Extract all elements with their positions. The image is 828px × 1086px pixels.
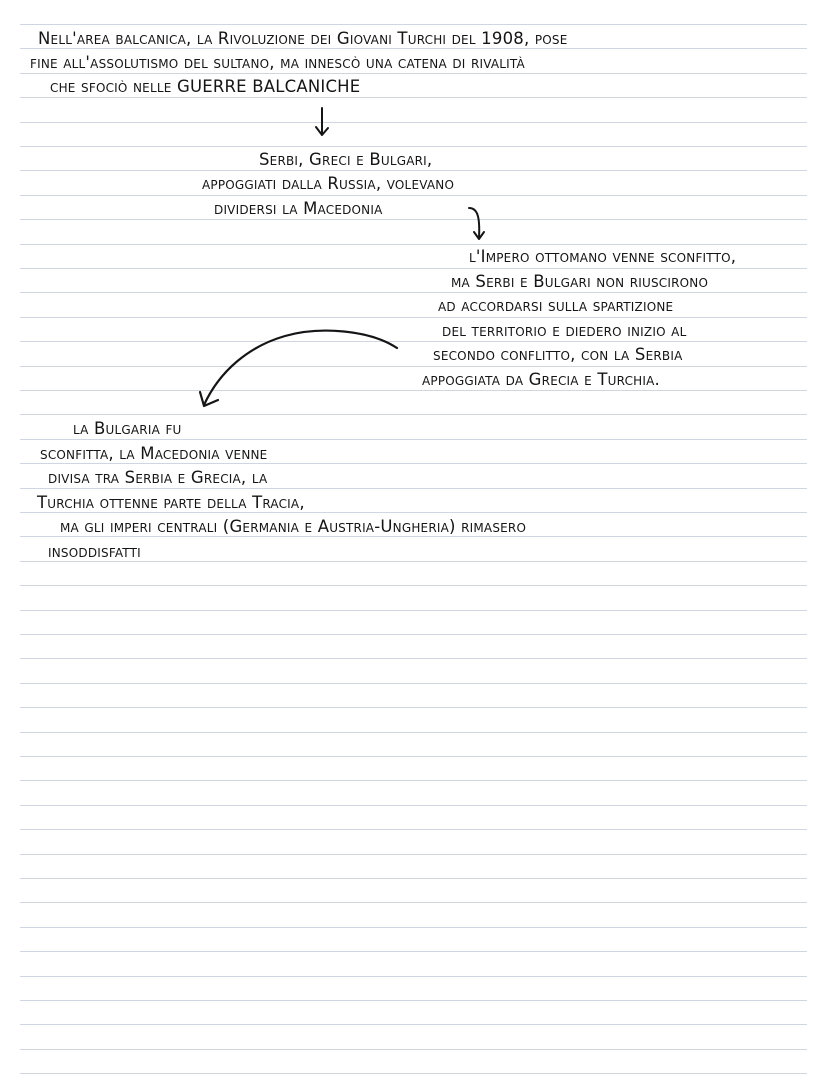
curved-arrow-icon: [190, 320, 410, 415]
outcome-line-1: la Bulgaria fu: [73, 419, 182, 438]
rule-line: [20, 756, 807, 757]
second-war-line-6: appoggiata da Grecia e Turchia.: [422, 370, 660, 389]
rule-line: [20, 634, 807, 635]
outcome-line-4: Turchia ottenne parte della Tracia,: [37, 493, 305, 512]
rule-line: [20, 829, 807, 830]
rule-line: [20, 390, 807, 391]
rule-line: [20, 732, 807, 733]
intro-line-1: Nell'area balcanica, la Rivoluzione dei Giovani Turchi del 1908, pose: [38, 29, 568, 48]
rule-line: [20, 585, 807, 586]
rule-line: [20, 707, 807, 708]
intro-line-3: che sfociò nelle GUERRE BALCANICHE: [50, 77, 361, 96]
rule-line: [20, 219, 807, 220]
rule-line: [20, 146, 807, 147]
rule-line: [20, 854, 807, 855]
first-war-line-3: dividersi la Macedonia: [214, 199, 383, 218]
rule-line: [20, 1024, 807, 1025]
first-war-line-2: appoggiati dalla Russia, volevano: [202, 174, 455, 193]
second-war-line-2: ma Serbi e Bulgari non riuscirono: [451, 272, 709, 291]
rule-line: [20, 122, 807, 123]
rule-line: [20, 1049, 807, 1050]
rule-line: [20, 927, 807, 928]
rule-line: [20, 317, 807, 318]
second-war-line-1: l'Impero ottomano venne sconfitto,: [469, 247, 737, 266]
rule-line: [20, 1000, 807, 1001]
rule-line: [20, 658, 807, 659]
outcome-line-2: sconfitta, la Macedonia venne: [40, 444, 268, 463]
rule-line: [20, 976, 807, 977]
outcome-line-6: insoddisfatti: [48, 542, 141, 561]
rule-line: [20, 951, 807, 952]
second-war-line-5: secondo conflitto, con la Serbia: [433, 345, 683, 364]
rule-line: [20, 902, 807, 903]
outcome-line-5: ma gli imperi centrali (Germania e Austria-Ungheria) rimasero: [60, 517, 527, 536]
rule-line: [20, 610, 807, 611]
rule-line: [20, 780, 807, 781]
second-war-line-3: ad accordarsi sulla spartizione: [438, 296, 674, 315]
rule-line: [20, 414, 807, 415]
intro-line-2: fine all'assolutismo del sultano, ma innescò una catena di rivalità: [30, 53, 525, 72]
rule-line: [20, 24, 807, 25]
down-arrow-icon: [312, 106, 332, 138]
rule-line: [20, 683, 807, 684]
rule-line: [20, 341, 807, 342]
first-war-line-1: Serbi, Greci e Bulgari,: [259, 150, 433, 169]
rule-line: [20, 1073, 807, 1074]
hook-arrow-icon: [466, 204, 490, 242]
rule-line: [20, 366, 807, 367]
second-war-line-4: del territorio e diedero inizio al: [442, 321, 687, 340]
rule-line: [20, 878, 807, 879]
outcome-line-3: divisa tra Serbia e Grecia, la: [48, 468, 268, 487]
rule-line: [20, 805, 807, 806]
